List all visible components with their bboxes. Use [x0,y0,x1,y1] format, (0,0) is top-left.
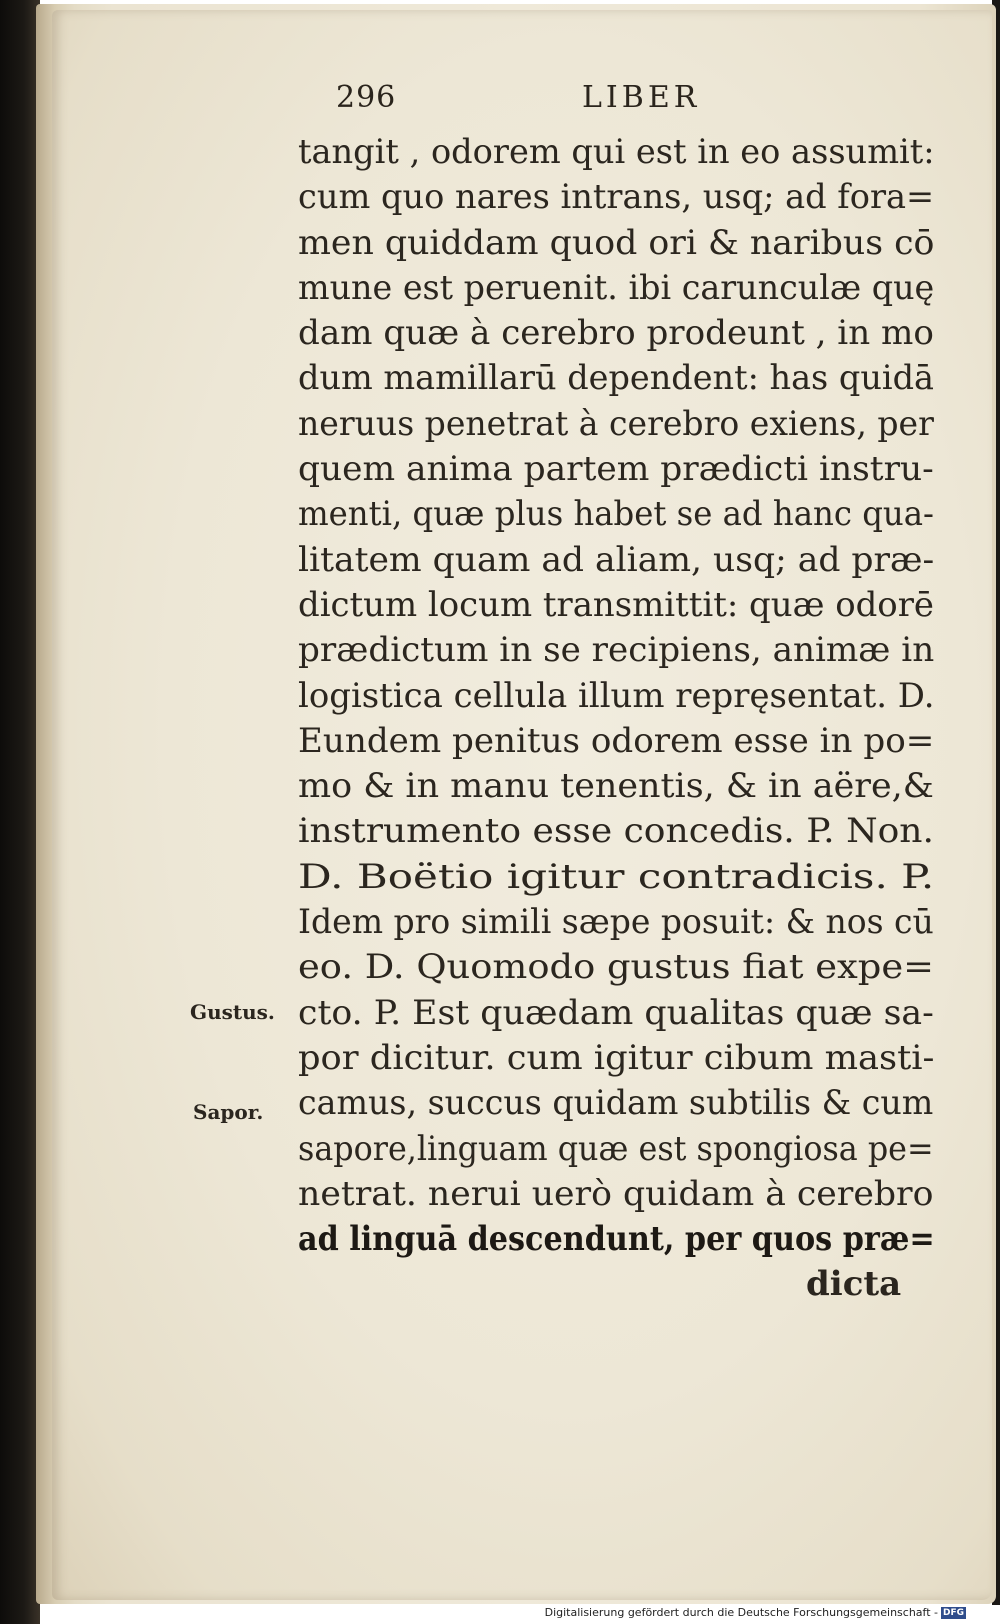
marginal-note-gustus: Gustus. [190,1000,275,1024]
text-line: eo. D. Quomodo gustus fiat expe= [298,947,935,988]
text-line: mune est peruenit. ibi carunculæ quę [298,267,935,308]
text-line: litatem quam ad aliam, usq; ad præ- [298,539,935,580]
dfg-logo: DFG [942,1608,964,1618]
text-line: cum quo nares intrans, usq; ad fora= [298,177,935,218]
text-line: D. Boëtio igitur contradicis. P. [298,856,935,897]
text-line: netrat. nerui uerò quidam à cerebro [298,1173,934,1214]
text-line: sapore,linguam quæ est spongiosa pe= [298,1128,934,1169]
text-line: tangit , odorem qui est in eo assumit: [298,132,935,172]
text-line: por dicitur. cum igitur cibum masti- [298,1037,935,1078]
text-line: menti, quæ plus habet se ad hanc qua- [298,494,934,535]
text-line: ad linguā descendunt, per quos præ= [298,1219,935,1260]
book-spine-shadow [0,0,40,1624]
text-line: dum mamillarū dependent: has quidā [298,358,935,399]
text-line: camus, succus quidam subtilis & cum [298,1083,934,1124]
text-line: dam quæ à cerebro prodeunt , in mo [298,313,934,354]
catchword: dicta [806,1264,902,1305]
text-line: dictum locum transmittit: quæ odorē [298,584,934,625]
text-line: Idem pro simili sæpe posuit: & nos cū [298,902,934,943]
text-line: instrumento esse concedis. P. Non. [298,811,934,852]
text-line: logistica cellula illum repręsentat. D. [298,675,935,716]
marginal-note-sapor: Sapor. [193,1100,264,1124]
running-title: LIBER [582,80,701,115]
text-line: prædictum in se recipiens, animæ in [298,630,935,671]
text-line: mo & in manu tenentis, & in aëre,& [298,766,934,807]
page-number: 296 [336,80,397,115]
text-line: men quiddam quod ori & naribus cō [298,222,935,263]
text-line: neruus penetrat à cerebro exiens, per [298,403,934,444]
text-line: quem anima partem prædicti instru- [298,449,934,490]
digitization-credit [545,1606,966,1619]
body-text [298,130,938,1308]
credit-text: Digitalisierung gefördert durch die Deutsche Forschungsgemeinschaft - [544,1606,938,1619]
text-line: cto. P. Est quædam qualitas quæ sa- [298,992,934,1033]
text-line: Eundem penitus odorem esse in po= [298,720,935,761]
